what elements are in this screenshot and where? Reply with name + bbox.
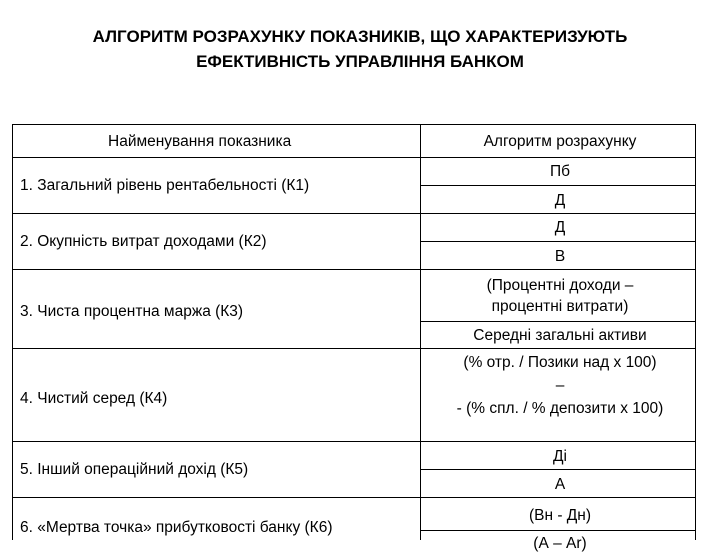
table-top-border [12, 124, 696, 125]
denominator-k1: Д [554, 192, 566, 209]
indicator-name-k6: 6. «Мертва точка» прибутковості банку (К6) [20, 519, 333, 536]
numerator-k6: (Вн - Дн) [528, 507, 592, 524]
table-column-divider [420, 124, 421, 540]
fraction-line [420, 185, 696, 186]
numerator-k1: Пб [549, 163, 571, 180]
header-algorithm: Алгоритм розрахунку [483, 133, 637, 150]
denominator-k5: А [554, 476, 566, 493]
formula-k4-line-2: – [555, 377, 565, 394]
fraction-line [420, 530, 696, 531]
row-separator [12, 497, 696, 498]
row-separator [12, 441, 696, 442]
numerator-k5: Ді [553, 448, 567, 465]
indicator-name-k3: 3. Чиста процентна маржа (К3) [20, 303, 244, 320]
fraction-line [420, 241, 696, 242]
row-separator [12, 213, 696, 214]
header-separator [12, 157, 696, 158]
row-separator [12, 269, 696, 270]
fraction-line [420, 321, 696, 322]
formula-k4-line-3: - (% спл. / % депозити х 100) [456, 400, 664, 417]
formula-k4-line-1: (% отр. / Позики над х 100) [463, 354, 657, 371]
title-line-1: АЛГОРИТМ РОЗРАХУНКУ ПОКАЗНИКІВ, ЩО ХАРАКТЕРИЗУЮТЬ [92, 27, 628, 46]
indicator-name-k1: 1. Загальний рівень рентабельності (К1) [20, 177, 310, 194]
numerator-k3: (Процентні доходи – процентні витрати) [486, 277, 634, 315]
indicator-name-k2: 2. Окупність витрат доходами (К2) [20, 233, 267, 250]
indicator-name-k4: 4. Чистий серед (К4) [20, 390, 168, 407]
page-title [0, 24, 720, 74]
table-right-border [695, 124, 696, 540]
indicator-name-k5: 5. Інший операційний дохід (К5) [20, 461, 249, 478]
fraction-line [420, 469, 696, 470]
denominator-k3: Середні загальні активи [473, 327, 647, 344]
header-name: Найменування показника [108, 133, 292, 150]
row-separator [12, 348, 696, 349]
title-line-2: ЕФЕКТИВНІСТЬ УПРАВЛІННЯ БАНКОМ [196, 52, 524, 71]
denominator-k6: (А – Аr) [533, 535, 587, 552]
table-left-border [12, 124, 13, 540]
numerator-k2: Д [554, 219, 566, 236]
denominator-k2: В [554, 248, 566, 265]
